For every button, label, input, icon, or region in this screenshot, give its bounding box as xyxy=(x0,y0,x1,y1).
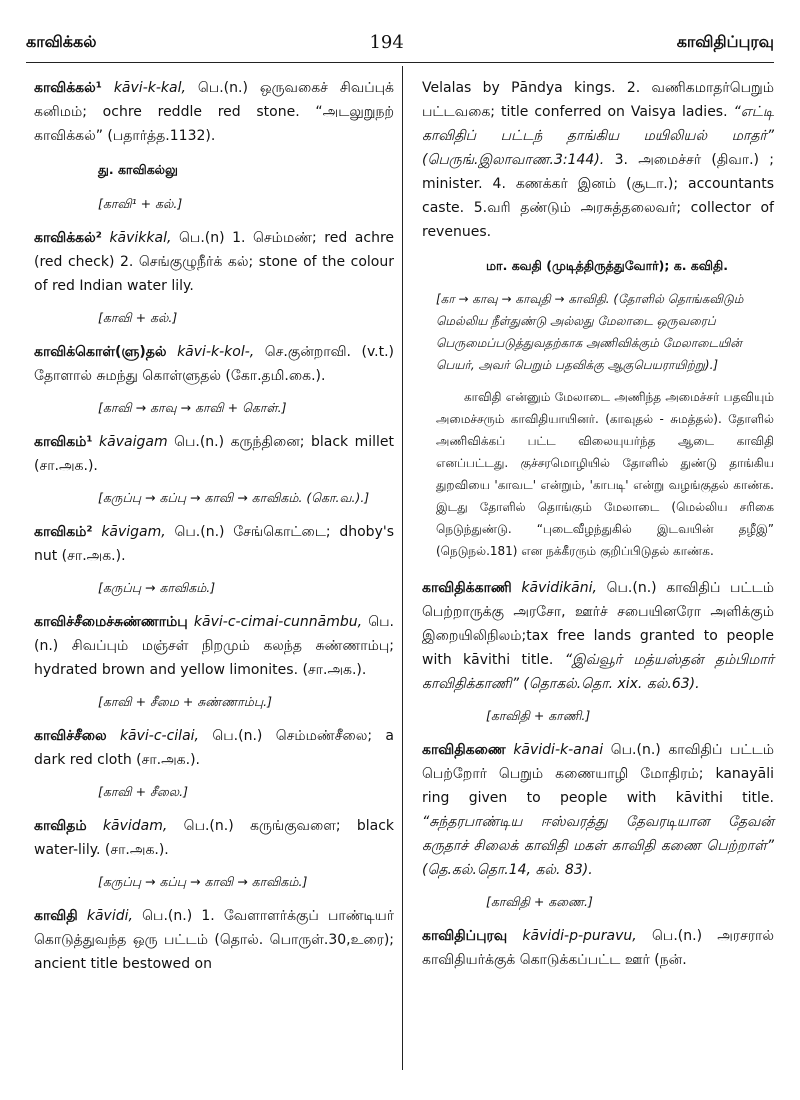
etymology-note: [காவி + சீமை + சுண்ணாம்பு.] xyxy=(98,694,272,709)
continued-entry xyxy=(422,76,774,244)
cognate-line: மா. கவதி (முடித்திருத்துவோர்); க. கவிதி. xyxy=(486,258,728,273)
entry-definition: பெ.(n) 1. செம்மண்; red achre (red check) 2. செங்குழுநீர்க் கல்; stone of the colour of red Indian water lily. xyxy=(34,230,395,294)
entry-headword: காவிக்கொள்(ளு)தல் xyxy=(34,344,167,360)
page-number: 194 xyxy=(369,31,404,53)
explanatory-paragraph: காவிதி என்னும் மேலாடை அணிந்த அமைச்சர் பதவியும் அமைச்சரும் காவிதியாயினர். (காவுதல் - சுமத்தல்). தோளில் அணிவிக்கப் பட்ட விலையுயர்ந்த ஆடை காவிதி எனப்பட்டது. குச்சரமொழியில் தோளில் துண்டு தாங்கிய துறவியை 'காவட' என்றும், 'காபடி' என்று வழங்குதல் காண்க. இடது தோளில் தொங்கும் மேலாடை (மெல்லிய சரிகை நெடுந்துண்டு. “புடைவீழந்துகில் இடவயின் தழீஇ” (நெடுநல்.181) என நக்கீரரும் குறிப்பிடுதல் காண்க. xyxy=(436,390,774,558)
entry-transliteration: kāvi-c-cimai-cunnāmbu, xyxy=(193,614,363,630)
entry-quotation: “இவ்வூர் மத்யஸ்தன் தம்பிமார் காவிதிக்காணி” (தொகல்.தொ. xix. கல்.63). xyxy=(422,652,774,692)
right-running-head: காவிதிப்புரவு xyxy=(676,31,774,51)
dictionary-entry xyxy=(422,576,774,696)
page-header xyxy=(26,28,774,63)
entry-transliteration: kāvidi-k-anai xyxy=(513,742,604,758)
etymology-note: [காவிதி + காணி.] xyxy=(486,708,591,723)
etymology-note: [காவி → காவு → காவி + கொள்.] xyxy=(98,400,287,415)
entry-headword: காவிதிகணை xyxy=(422,742,506,758)
dictionary-entry xyxy=(34,340,394,388)
entry-headword: காவிதி xyxy=(34,908,78,924)
dictionary-entry xyxy=(422,738,774,882)
left-running-head: காவிக்கல் xyxy=(26,31,97,51)
etymology-note: [கருப்பு → கப்பு → காவி → காவிகம்.] xyxy=(98,874,308,889)
entry-transliteration: kāvigam, xyxy=(101,524,166,540)
entry-headword: காவிச்சீமைச்சுண்ணாம்பு xyxy=(34,614,188,630)
entry-definition: பெ.(n.) கருங்குவளை; black water-lily. (சா.அக.). xyxy=(34,818,395,858)
right-column xyxy=(422,76,774,976)
entry-definition: பெ.(n.) சேங்கொட்டை; dhoby's nut (சா.அக.). xyxy=(34,524,394,564)
entry-transliteration: kāvikkal, xyxy=(109,230,172,246)
entry-definition: செ.குன்றாவி. (v.t.) தோளால் சுமந்து கொள்ளுதல் (கோ.தமி.கை.). xyxy=(34,344,395,384)
entry-definition: பெ.(n.) சிவப்பும் மஞ்சள் நிறமும் கலந்த சுண்ணாம்பு; hydrated brown and yellow limonites. (சா.அக.). xyxy=(34,614,394,678)
right-entries xyxy=(422,576,774,972)
continued-text: Velalas by Pāndya kings. 2. வணிகமாதர்பெறும் பட்டவகை; title conferred on Vaisya ladies. xyxy=(422,80,774,120)
entry-transliteration: kāvidikāni, xyxy=(521,580,597,596)
entry-quotation: “சுந்தரபாண்டிய ஈஸ்வரத்து தேவரடியான தேவன் கருதாச் சிலைக் காவிதி மகள் காவிதி கணை பெற்றாள்” (தெ.கல்.தொ.14, கல். 83). xyxy=(422,814,774,878)
entry-transliteration: kāvidi-p-puravu, xyxy=(522,928,637,944)
etymology-note: [காவி¹ + கல்.] xyxy=(98,196,183,211)
dictionary-entry xyxy=(34,76,394,148)
column-divider xyxy=(402,66,403,1070)
entry-headword: காவிதிப்புரவு xyxy=(422,928,508,944)
dictionary-entry xyxy=(34,724,394,772)
entry-transliteration: kāvi-k-kal, xyxy=(113,80,186,96)
entry-definition: பெ.(n.) ஒருவகைச் சிவப்புக் கனிமம்; ochre reddle red stone. “அடலுறுநற் காவிக்கல்” (பதார்த்த.1132). xyxy=(34,80,395,144)
continued-rest: 3. அமைச்சர் (திவா.) ; minister. 4. கணக்கர் இனம் (சூடா.); accountants caste. 5.வரி தண்டும் அரசுத்தலைவர்; collector of revenues. xyxy=(422,152,775,240)
etymology-note: [காவி + சீலை.] xyxy=(98,784,189,799)
dictionary-entry xyxy=(34,814,394,862)
entry-definition: பெ.(n.) செம்மண்சீலை; a dark red cloth (சா.அக.). xyxy=(34,728,394,768)
left-column xyxy=(34,76,394,980)
entry-transliteration: kāvidam, xyxy=(102,818,168,834)
entry-headword: காவிக்கல்¹ xyxy=(34,80,102,96)
entry-headword: காவிதிக்காணி xyxy=(422,580,512,596)
dictionary-entry xyxy=(422,924,774,972)
dictionary-entry xyxy=(34,610,394,682)
entry-headword: காவிக்கல்² xyxy=(34,230,102,246)
etymology-note: [காவிதி + கணை.] xyxy=(486,894,593,909)
entry-transliteration: kāvaigam xyxy=(99,434,168,450)
entry-transliteration: kāvi-k-kol-, xyxy=(177,344,255,360)
entry-definition: பெ.(n.) அரசரால் காவிதியர்க்குக் கொடுக்கப்பட்ட ஊர் (நன். xyxy=(422,928,774,968)
continued-quote: “எட்டி காவிதிப் பட்டந் தாங்கிய மயிலியல் மாதர்” (பெருங்.இலாவாண.3:144). xyxy=(422,104,775,168)
etymology-note: [கா → காவு → காவுதி → காவிதி. (தோளில் தொங்கவிடும் மெல்லிய நீள்துண்டு அல்லது மேலாடை ஒருவரைப் பெருமைப்படுத்துவதற்காக அணிவிக்கும் மேலாடையின் பெயர், அவர் பெறும் பதவிக்கு ஆகுபெயராயிற்று).] xyxy=(436,292,744,372)
entry-headword: காவிச்சீலை xyxy=(34,728,107,744)
etymology-note: [கருப்பு → கப்பு → காவி → காவிகம். (கொ.வ.).] xyxy=(98,490,370,505)
dictionary-entry xyxy=(34,226,394,298)
dictionary-entry xyxy=(34,520,394,568)
etymology-note: [கருப்பு → காவிகம்.] xyxy=(98,580,216,595)
entry-transliteration: kāvi-c-cilai, xyxy=(119,728,199,744)
entry-transliteration: kāvidi, xyxy=(86,908,133,924)
etymology-note: [காவி + கல்.] xyxy=(98,310,178,325)
dictionary-entry xyxy=(34,904,394,976)
cognate-line: து. காவிகல்லு xyxy=(98,162,178,177)
entry-definition: பெ.(n.) கருந்தினை; black millet (சா.அக.). xyxy=(34,434,395,474)
entry-definition: பெ.(n.) 1. வேளாளர்க்குப் பாண்டியர் கொடுத்துவந்த ஒரு பட்டம் (தொல். பொருள்.30,உரை); ancient title bestowed on xyxy=(34,908,395,972)
entry-definition: பெ.(n.) காவிதிப் பட்டம் பெற்றோர் பெறும் கணையாழி மோதிரம்; kanayāli ring given to people with kāvithi title. xyxy=(422,742,775,806)
entry-headword: காவிகம்¹ xyxy=(34,434,93,450)
dictionary-entry xyxy=(34,430,394,478)
entry-headword: காவிகம்² xyxy=(34,524,93,540)
entry-definition: பெ.(n.) காவிதிப் பட்டம் பெற்றாருக்கு அரசோ, ஊர்ச் சபையினரோ அளிக்கும் இறையிலிநிலம்;tax free lands granted to people with kāvithi title. xyxy=(422,580,775,668)
entry-headword: காவிதம் xyxy=(34,818,87,834)
